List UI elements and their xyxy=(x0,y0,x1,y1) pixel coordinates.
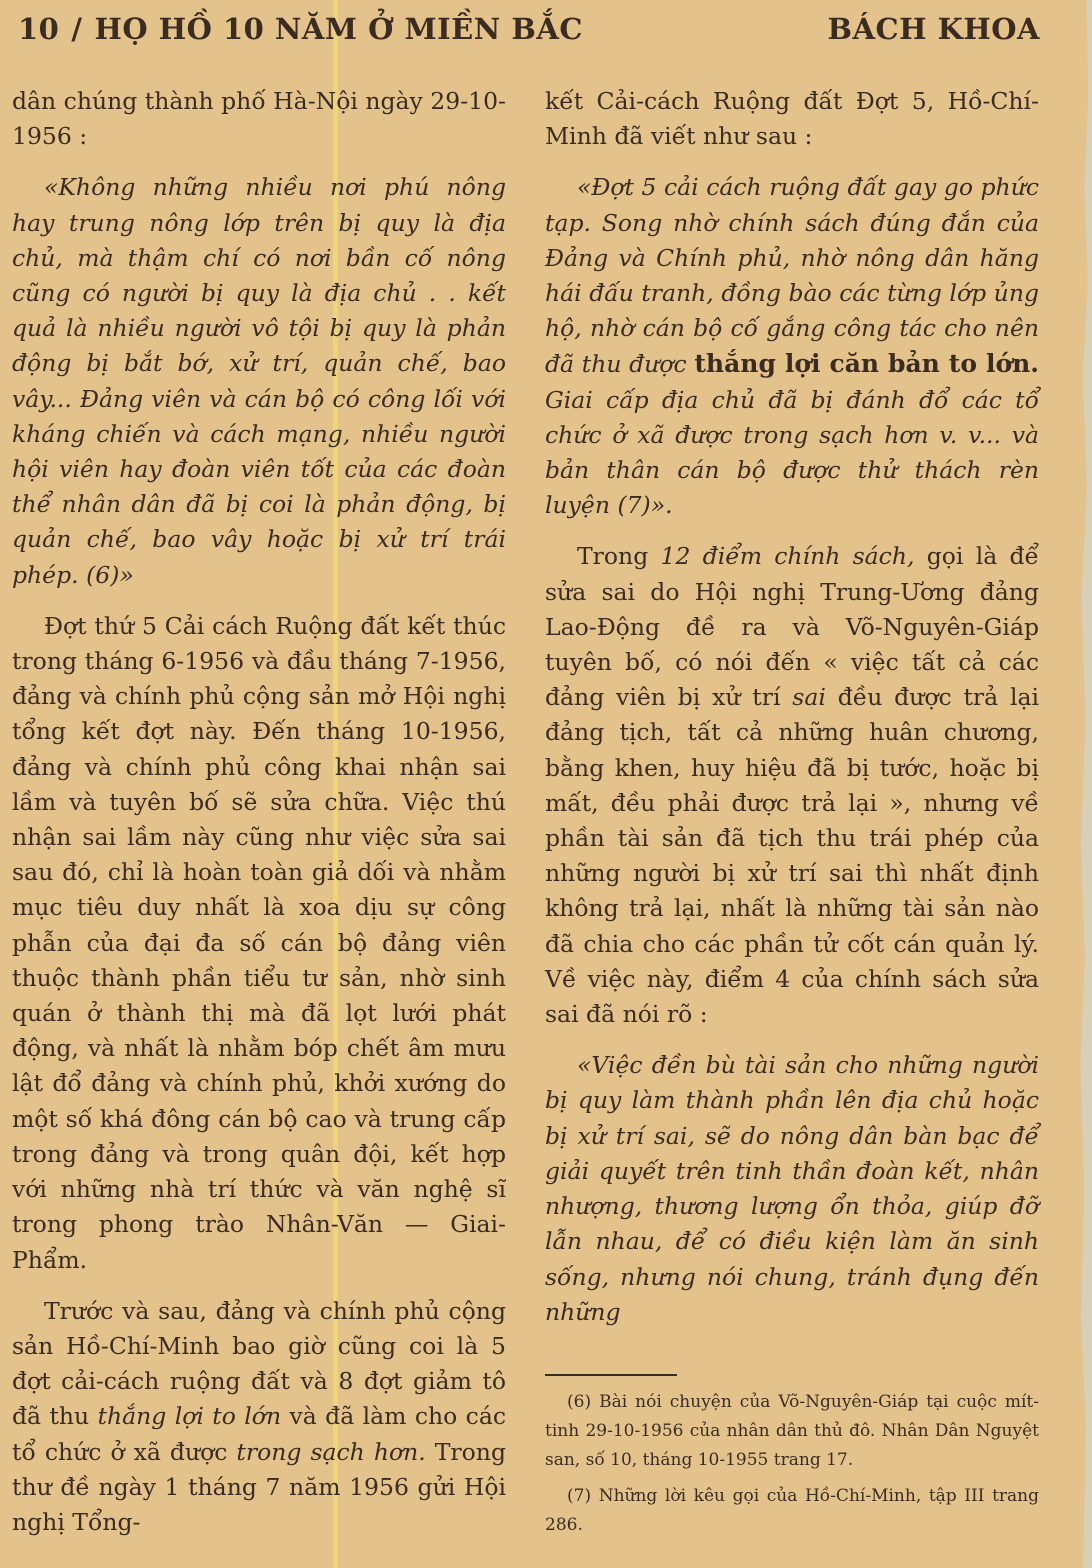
footnote-rule xyxy=(545,1374,677,1376)
left-column xyxy=(12,84,506,1540)
article-title: HỌ HỒ 10 NĂM Ở MIỀN BẮC xyxy=(94,12,583,46)
footnote-7: (7) Những lời kêu gọi của Hồ-Chí-Minh, tập III trang 286. xyxy=(545,1485,1039,1535)
left-quote-giap: «Không những nhiều nơi phú nông hay trung nông lớp trên bị quy là địa chủ, mà thậm chí có nơi bần cố nông cũng có người bị quy là địa chủ . . kết quả là nhiều người vô tội bị quy là phản động bị bắt bớ, xử trí, quản chế, bao vây... Đảng viên và cán bộ có công lối với kháng chiến và cách mạng, nhiều người hội viên hay đoàn viên tốt của các đoàn thể nhân dân đã bị coi là phản động, bị quản chế, bao vây hoặc bị xử trí trái phép. (6)» xyxy=(12,173,506,589)
right-quote-text-b: Giai cấp địa chủ đã bị đánh đổ các tổ chức ở xã được trong sạch hơn v. v... và bản thân cán bộ được thử thách rèn luyện (7)». xyxy=(545,385,1039,520)
right-quote-ho xyxy=(545,170,1039,523)
right-paragraph-2 xyxy=(545,539,1039,1032)
left-p3-text-a: Trước và sau, đảng và chính phủ cộng sản Hồ-Chí-Minh bao giờ cũng coi là 5 đợt cải-cách ruộng đất và 8 đợt giảm tô đã thu xyxy=(12,1296,506,1431)
right-p2-emph-2: sai xyxy=(792,683,826,712)
running-header xyxy=(18,12,1040,56)
journal-name: BÁCH KHOA xyxy=(827,12,1040,46)
torn-edge xyxy=(1066,0,1092,1568)
right-p2-emph-1: 12 điểm chính sách, xyxy=(660,542,915,571)
right-column xyxy=(545,84,1039,1540)
footnotes xyxy=(545,1388,1039,1540)
right-p2-text-c: đều được trả lại đảng tịch, tất cả những huân chương, bằng khen, huy hiệu đã bị tước, hoặc bị mất, đều phải được trả lại », nhưng về phần tài sản đã tịch thu trái phép của những người bị xử trí sai thì nhất định không trả lại, nhất là những tài sản nào đã chia cho các phần tử cốt cán quản lý. Về việc này, điểm 4 của chính sách sửa sai đã nói rõ : xyxy=(545,683,1040,1029)
left-p3-emph-2: trong sạch hơn. xyxy=(236,1437,426,1466)
page-number: 10 xyxy=(18,12,60,46)
left-p3-text-b: và đã làm cho các tổ chức ở xã được xyxy=(12,1402,506,1466)
right-quote-text-a: «Đợt 5 cải cách ruộng đất gay go phức tạp. Song nhờ chính sách đúng đắn của Đảng và Chính phủ, nhờ nông dân hăng hái đấu tranh, đồng bào các từng lớp ủng hộ, nhờ cán bộ cố gắng công tác cho nên đã thu được xyxy=(545,173,1039,379)
left-paragraph-3 xyxy=(12,1294,506,1540)
header-separator: / xyxy=(71,12,83,46)
left-paragraph-2: Đợt thứ 5 Cải cách Ruộng đất kết thúc trong tháng 6-1956 và đầu tháng 7-1956, đảng và chính phủ cộng sản mở Hội nghị tổng kết đợt này. Đến tháng 10-1956, đảng và chính phủ công khai nhận sai lầm và tuyên bố sẽ sửa chữa. Việc thú nhận sai lầm này cũng như việc sửa sai sau đó, chỉ là hoàn toàn giả dối và nhằm mục tiêu duy nhất là xoa dịu sự công phẫn của đại đa số cán bộ đảng viên thuộc thành phần tiểu tư sản, nhờ sinh quán ở thành thị mà đã lọt lưới phát động, và nhất là nhằm bóp chết âm mưu lật đổ đảng và chính phủ, khởi xướng do một số khá đông cán bộ cao và trung cấp trong đảng và trong quân đội, kết hợp với những nhà trí thức và văn nghệ sĩ trong phong trào Nhân-Văn — Giai-Phẩm. xyxy=(12,611,506,1274)
right-p2-text-a: Trong xyxy=(577,542,661,571)
left-p3-emph-1: thắng lợi to lớn xyxy=(97,1402,282,1431)
left-p3-text-c: Trong thư đề ngày 1 tháng 7 năm 1956 gửi Hội nghị Tổng- xyxy=(12,1437,506,1536)
footnote-6: (6) Bài nói chuyện của Võ-Nguyên-Giáp tại cuộc mít-tinh 29-10-1956 của nhân dân thủ đô. Nhân Dân Nguyệt san, số 10, tháng 10-1955 trang 17. xyxy=(545,1391,1039,1470)
right-quote-strong: thắng lợi căn bản to lớn. xyxy=(694,349,1039,379)
right-p2-text-b: gọi là để sửa sai do Hội nghị Trung-Ương đảng Lao-Động đề ra và Võ-Nguyên-Giáp tuyên bố, có nói đến « việc tất cả các đảng viên bị xử trí xyxy=(545,542,1039,712)
left-paragraph-1: dân chúng thành phố Hà-Nội ngày 29-10-1956 : xyxy=(12,87,506,151)
header-left xyxy=(18,12,583,46)
right-paragraph-1: kết Cải-cách Ruộng đất Đợt 5, Hồ-Chí-Minh đã viết như sau : xyxy=(545,87,1039,151)
right-quote-policy: «Việc đền bù tài sản cho những người bị quy làm thành phần lên địa chủ hoặc bị xử trí sai, sẽ do nông dân bàn bạc để giải quyết trên tinh thần đoàn kết, nhân nhượng, thương lượng ổn thỏa, giúp đỡ lẫn nhau, để có điều kiện làm ăn sinh sống, nhưng nói chung, tránh đụng đến những xyxy=(545,1051,1039,1326)
